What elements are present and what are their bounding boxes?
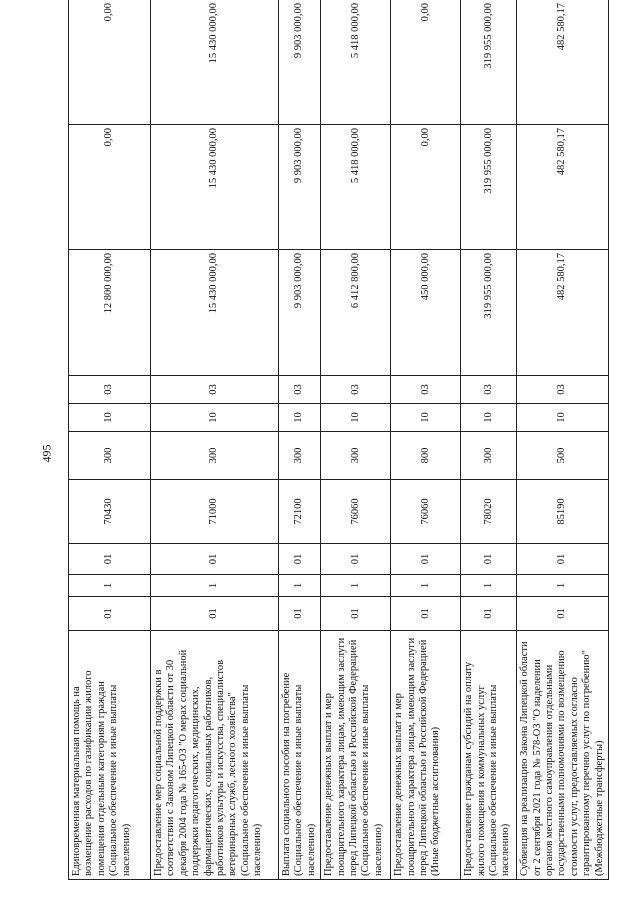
subsection-code: 03 (461, 376, 517, 404)
direction-code: 71000 (151, 480, 279, 544)
amount-year-3: 0,00 (391, 0, 461, 125)
direction-code: 85190 (517, 480, 609, 544)
expense-type-code: 300 (321, 432, 391, 480)
program-code: 01 (279, 597, 321, 631)
section-code: 10 (151, 404, 279, 432)
program-code: 01 (321, 597, 391, 631)
budget-table (68, 0, 609, 880)
subsection-code: 03 (69, 376, 151, 404)
subprogram-code: 1 (279, 575, 321, 597)
subprogram-code: 1 (391, 575, 461, 597)
table-row (279, 0, 321, 880)
amount-year-3: 319 955 000,00 (461, 0, 517, 125)
section-code: 10 (321, 404, 391, 432)
subsection-code: 03 (279, 376, 321, 404)
expense-type-code: 300 (279, 432, 321, 480)
program-code: 01 (461, 597, 517, 631)
main-activity-code: 01 (517, 544, 609, 575)
section-code: 10 (279, 404, 321, 432)
expense-type-code: 300 (461, 432, 517, 480)
amount-year-1: 482 580,17 (517, 250, 609, 376)
table-row (69, 0, 151, 880)
expense-type-code: 300 (151, 432, 279, 480)
amount-year-1: 450 000,00 (391, 250, 461, 376)
direction-code: 78020 (461, 480, 517, 544)
amount-year-2: 0,00 (69, 125, 151, 250)
main-activity-code: 01 (69, 544, 151, 575)
amount-year-3: 5 418 000,00 (321, 0, 391, 125)
row-description: Предоставление гражданам субсидий на оплату жилого помещения и коммунальных услуг (Социальное обеспечение и иные выплаты населению) (461, 631, 517, 880)
amount-year-2: 9 903 000,00 (279, 125, 321, 250)
table-row (391, 0, 461, 880)
table-row (517, 0, 609, 880)
amount-year-1: 12 800 000,00 (69, 250, 151, 376)
amount-year-3: 482 580,17 (517, 0, 609, 125)
program-code: 01 (151, 597, 279, 631)
row-description: Предоставление денежных выплат и мер поощрительного характера лицам, имеющим заслуги перед Липецкой областью и Российской Федерацией (Иные бюджетные ассигнования) (391, 631, 461, 880)
amount-year-1: 15 430 000,00 (151, 250, 279, 376)
section-code: 10 (461, 404, 517, 432)
subprogram-code: 1 (321, 575, 391, 597)
subsection-code: 03 (321, 376, 391, 404)
section-code: 10 (517, 404, 609, 432)
page-number: 495 (39, 444, 54, 463)
amount-year-3: 0,00 (69, 0, 151, 125)
row-description: Выплата социального пособия на погребение (Социальное обеспечение и иные выплаты населению) (279, 631, 321, 880)
program-code: 01 (517, 597, 609, 631)
main-activity-code: 01 (321, 544, 391, 575)
rotated-table-container (68, 3, 605, 880)
subprogram-code: 1 (69, 575, 151, 597)
amount-year-2: 0,00 (391, 125, 461, 250)
amount-year-1: 6 412 800,00 (321, 250, 391, 376)
amount-year-3: 15 430 000,00 (151, 0, 279, 125)
amount-year-2: 5 418 000,00 (321, 125, 391, 250)
row-description: Предоставление денежных выплат и мер поощрительного характера лицам, имеющим заслуги перед Липецкой областью и Российской Федерацией (Социальное обеспечение и иные выплаты населению) (321, 631, 391, 880)
main-activity-code: 01 (391, 544, 461, 575)
direction-code: 76060 (391, 480, 461, 544)
subsection-code: 03 (391, 376, 461, 404)
subprogram-code: 1 (517, 575, 609, 597)
row-description: Предоставление мер социальной поддержки в соответствии с Законом Липецкой области от 30 декабря 2004 года № 165-ОЗ "О мерах социальной поддержки педагогических, медицинских, фармацевтических, социальных работников, работников культуры и искусства, специалистов ветеринарных служб, лесного хозяйства" (Социальное обеспечение и иные выплаты населению) (151, 631, 279, 880)
program-code: 01 (391, 597, 461, 631)
subsection-code: 03 (517, 376, 609, 404)
main-activity-code: 01 (461, 544, 517, 575)
table-row (461, 0, 517, 880)
direction-code: 70430 (69, 480, 151, 544)
table-row (321, 0, 391, 880)
amount-year-2: 319 955 000,00 (461, 125, 517, 250)
amount-year-1: 9 903 000,00 (279, 250, 321, 376)
expense-type-code: 800 (391, 432, 461, 480)
main-activity-code: 01 (151, 544, 279, 575)
subprogram-code: 1 (461, 575, 517, 597)
expense-type-code: 500 (517, 432, 609, 480)
subprogram-code: 1 (151, 575, 279, 597)
amount-year-2: 15 430 000,00 (151, 125, 279, 250)
amount-year-1: 319 955 000,00 (461, 250, 517, 376)
direction-code: 76060 (321, 480, 391, 544)
program-code: 01 (69, 597, 151, 631)
main-activity-code: 01 (279, 544, 321, 575)
amount-year-2: 482 580,17 (517, 125, 609, 250)
direction-code: 72100 (279, 480, 321, 544)
table-row (151, 0, 279, 880)
amount-year-3: 9 903 000,00 (279, 0, 321, 125)
subsection-code: 03 (151, 376, 279, 404)
row-description: Единовременная материальная помощь на возмещение расходов по газификации жилого помещения отдельным категориям граждан (Социальное обеспечение и иные выплаты населению) (69, 631, 151, 880)
section-code: 10 (391, 404, 461, 432)
expense-type-code: 300 (69, 432, 151, 480)
row-description: Субвенция на реализацию Закона Липецкой области от 2 сентября 2021 года № 578-ОЗ "О наделении органов местного самоуправления отдельными государственными полномочиями по возмещению стоимости услуг, предоставляемых согласно гарантированному перечню услуг по погребению" (Межбюджетные трансферты) (517, 631, 609, 880)
section-code: 10 (69, 404, 151, 432)
